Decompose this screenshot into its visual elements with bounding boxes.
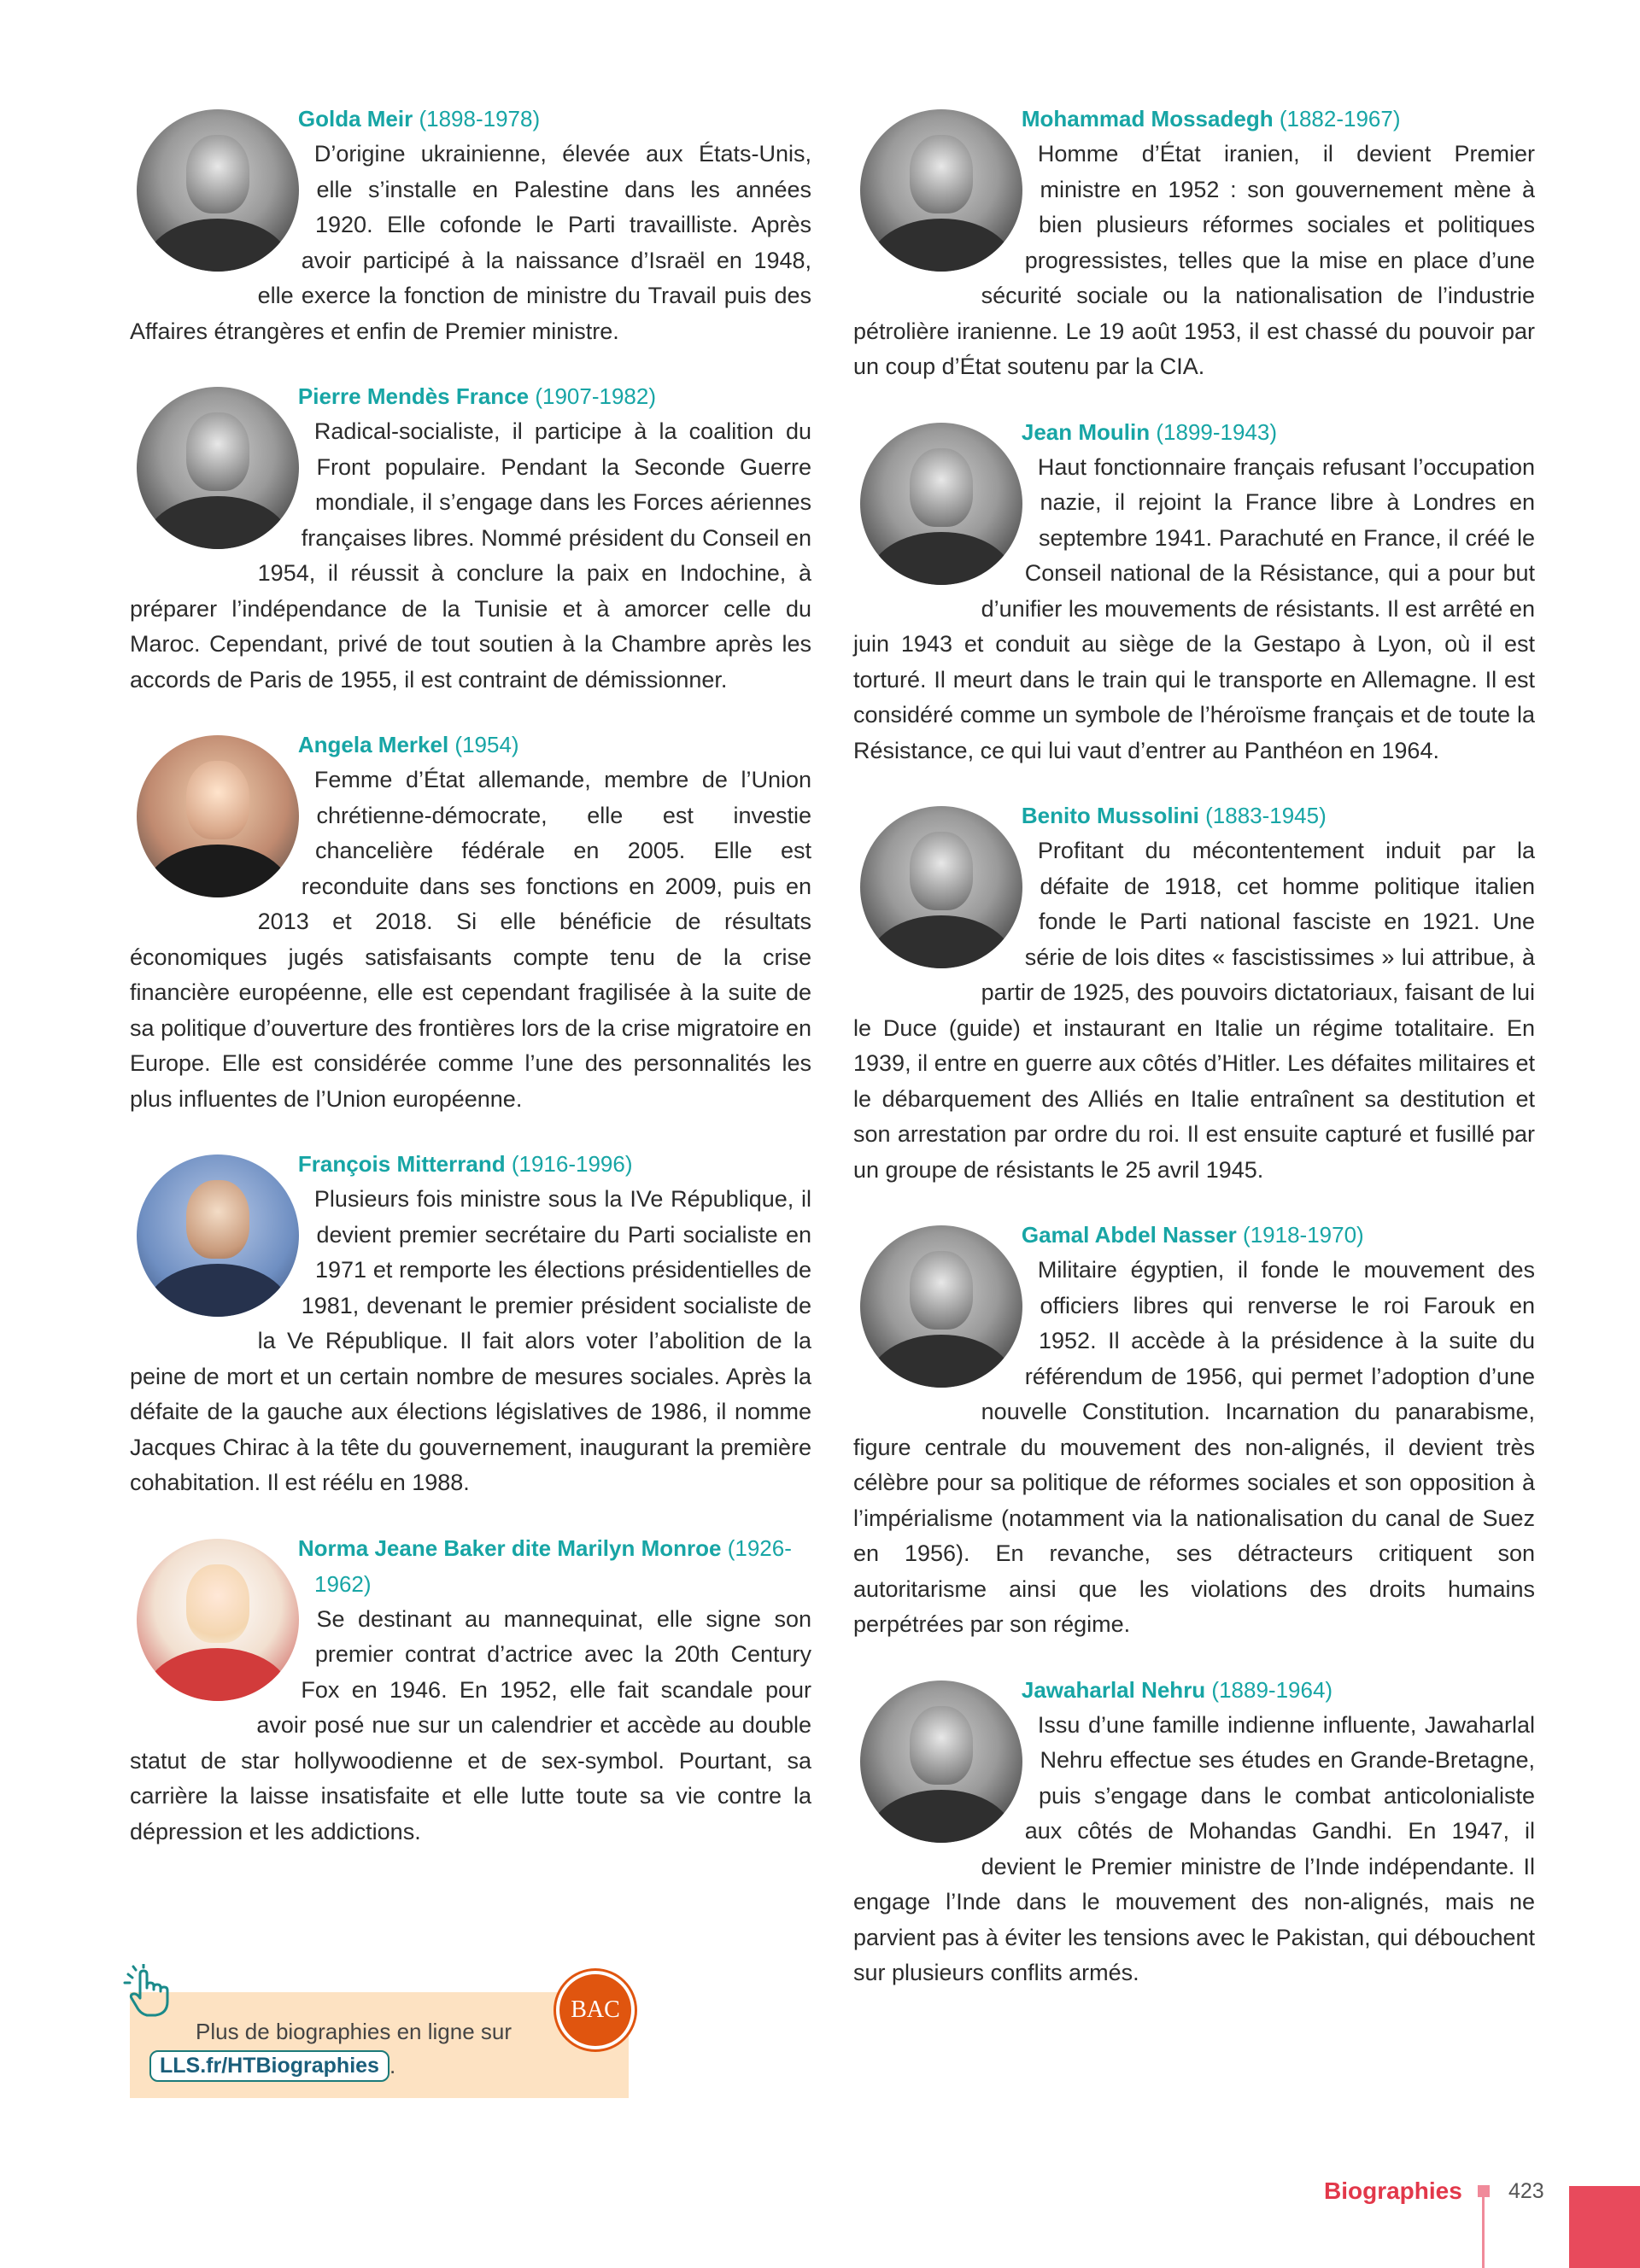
bio-dates: (1954) xyxy=(454,732,519,757)
right-column xyxy=(853,101,1535,2020)
portrait-golda-meir xyxy=(137,109,299,272)
bio-name: Gamal Abdel Nasser xyxy=(1021,1222,1237,1248)
portrait-gamal-abdel-nasser xyxy=(860,1225,1022,1388)
bio-text: Plusieurs fois ministre sous la IVe République, il devient premier secrétaire du Parti socialiste en 1971 et remporte les élections présidentielles de 1981, devenant le premier président socialiste de la Ve République. Il fait alors voter l’abolition de la peine de mort et un certain nombre de mesures sociales. Après la défaite de la gauche aux élections législatives de 1986, il nomme Jacques Chirac à la tête du gouvernement, inaugurant la première cohabitation. Il est réélu en 1988. xyxy=(130,1186,811,1495)
bio-name: Angela Merkel xyxy=(297,732,449,757)
portrait-benito-mussolini xyxy=(860,806,1022,968)
bio-marilyn-monroe xyxy=(130,1530,811,1850)
bio-text: Haut fonctionnaire français refusant l’occupation nazie, il rejoint la France libre à Londres en septembre 1941. Parachuté en France, il créé le Conseil national de la Résistance, qui a pour but d’unifier les mouvements de résistants. Il est arrêté en juin 1943 et conduit au siège de la Gestapo à Lyon, où il est torturé. Il meurt dans le train qui le transporte en Allemagne. Il est considéré comme un symbole de l’héroïsme français et de toute la Résistance, ce qui lui vaut d’entrer au Panthéon en 1964. xyxy=(853,453,1535,763)
bio-text: Profitant du mécontentement induit par la défaite de 1918, cet homme politique italien fonde le Parti national fasciste en 1921. Une série de lois dites « fascistissimes » lui attribue, à partir de 1925, des pouvoirs dictatoriaux, faisant de lui le Duce (guide) et instaurant en Italie un régime totalitaire. En 1939, il entre en guerre aux côtés d’Hitler. Les défaites militaires et le débarquement des Alliés en Italie entraînent sa destitution et son arrestation par ordre du roi. Il est ensuite capturé et fusillé par un groupe de résistants le 25 avril 1945. xyxy=(853,838,1535,1183)
left-column xyxy=(130,101,811,1879)
bio-dates: (1889-1964) xyxy=(1211,1676,1333,1703)
portrait-angela-merkel xyxy=(137,735,299,897)
bio-dates: (1918-1970) xyxy=(1243,1222,1364,1248)
bio-text: Issu d’une famille indienne influente, Jawaharlal Nehru effectue ses études en Grande-Bretagne, puis s’engage dans le combat anticolonialiste aux côtés de Mohandas Gandhi. En 1947, il devient le Premier ministre de l’Inde indépendante. Il engage l’Inde dans le mouvement des non-alignés, mais ne parvient pas à éviter les tensions avec le Pakistan, qui débouchent sur plusieurs conflits armés. xyxy=(853,1711,1535,1985)
footer-color-block xyxy=(1569,2186,1640,2268)
bio-text: Homme d’État iranien, il devient Premier ministre en 1952 : son gouvernement mène à bien plusieurs réformes sociales et politiques progressistes, telles que la mise en place d’une sécurité sociale ou la nationalisation de l’industrie pétrolière iranienne. Le 19 août 1953, il est chassé du pouvoir par un coup d’État soutenu par la CIA. xyxy=(853,141,1535,379)
bio-dates: (1907-1982) xyxy=(535,383,656,409)
portrait-jawaharlal-nehru xyxy=(860,1681,1022,1843)
bio-pierre-mendes-france xyxy=(130,378,811,698)
portrait-francois-mitterrand xyxy=(137,1154,299,1317)
bio-text: D’origine ukrainienne, élevée aux États-Unis, elle s’installe en Palestine dans les années 1920. Elle cofonde le Parti travailliste. Après avoir participé à la naissance d’Israël en 1948, elle exerce la fonction de ministre du Travail puis des Affaires étrangères et enfin de Premier ministre. xyxy=(130,141,811,344)
bio-text: Femme d’État allemande, membre de l’Union chrétienne-démocrate, elle est investie chancelière fédérale en 2005. Elle est reconduite dans ses fonctions en 2009, puis en 2013 et 2018. Si elle bénéficie de résultats économiques jugés satisfaisants compte tenu de la crise financière européenne, elle est cependant fragilisée à la suite de sa politique d’ouverture des frontières lors de la crise migratoire en Europe. Elle est considérée comme l’une des personnalités les plus influentes de l’Union européenne. xyxy=(130,767,811,1112)
bio-name: Golda Meir xyxy=(297,106,413,132)
bio-text: Se destinant au mannequinat, elle signe son premier contrat d’actrice avec la 20th Century Fox en 1946. En 1952, elle fait scandale pour avoir posé nue sur un calendrier et accède au double statut de star hollywoodienne et de sex-symbol. Pourtant, sa carrière la laisse insatisfaite et elle lutte toute sa vie contre la dépression et les addictions. xyxy=(130,1605,811,1844)
bio-name: Jean Moulin xyxy=(1021,418,1151,445)
bio-dates: (1883-1945) xyxy=(1205,803,1327,828)
bio-name: Mohammad Mossadegh xyxy=(1021,106,1274,132)
bio-mohammad-mossadegh xyxy=(853,101,1535,385)
bio-dates: (1926-1962) xyxy=(314,1534,792,1597)
bio-golda-meir xyxy=(130,101,811,349)
biographies-link[interactable]: LLS.fr/HTBiographies xyxy=(149,2050,390,2082)
page-number: 423 xyxy=(1508,2179,1544,2203)
bio-dates: (1916-1996) xyxy=(511,1151,633,1177)
bio-jean-moulin xyxy=(853,414,1535,769)
section-title: Biographies xyxy=(1324,2177,1462,2204)
bio-dates: (1882-1967) xyxy=(1279,106,1401,132)
portrait-mohammad-mossadegh xyxy=(860,109,1022,272)
bio-jawaharlal-nehru xyxy=(853,1672,1535,1991)
portrait-pierre-mendes-france xyxy=(137,387,299,549)
bac-badge: BAC xyxy=(556,1971,635,2049)
bio-name: Norma Jeane Baker dite Marilyn Monroe xyxy=(297,1534,722,1561)
portrait-marilyn-monroe xyxy=(137,1539,299,1701)
bio-dates: (1899-1943) xyxy=(1156,418,1278,445)
bac-period: . xyxy=(390,2053,396,2078)
bio-francois-mitterrand xyxy=(130,1146,811,1501)
bio-dates: (1898-1978) xyxy=(419,106,541,132)
bio-name: François Mitterrand xyxy=(297,1151,506,1177)
portrait-jean-moulin xyxy=(860,423,1022,585)
bio-name: Benito Mussolini xyxy=(1021,803,1199,828)
bio-gamal-abdel-nasser xyxy=(853,1217,1535,1643)
bio-angela-merkel xyxy=(130,727,811,1117)
bio-name: Jawaharlal Nehru xyxy=(1021,1676,1206,1703)
footer-line xyxy=(1482,2197,1485,2268)
bac-text: Plus de biographies en ligne sur xyxy=(196,2019,512,2044)
bio-name: Pierre Mendès France xyxy=(297,383,530,409)
bio-text: Militaire égyptien, il fonde le mouvement des officiers libres qui renverse le roi Farouk en 1952. Il accède à la présidence à la suite du référendum de 1956, qui permet l’adoption d’une nouvelle Constitution. Incarnation du panarabisme, figure centrale du mouvement des non-alignés, il devient très célèbre pour sa politique de réformes sociales et son opposition à l’impérialisme (notamment via la nationalisation du canal de Suez en 1956). En revanche, ses détracteurs critiquent son autoritarisme ainsi que les violations des droits humains perpétrées par son régime. xyxy=(853,1257,1535,1637)
bio-text: Radical-socialiste, il participe à la coalition du Front populaire. Pendant la Seconde Guerre mondiale, il s’engage dans les Forces aériennes françaises libres. Nommé président du Conseil en 1954, il réussit à conclure la paix en Indochine, à préparer l’indépendance de la Tunisie et à amorcer celle du Maroc. Cependant, privé de tout soutien à la Chambre après les accords de Paris de 1955, il est contraint de démissionner. xyxy=(130,418,811,693)
bac-callout xyxy=(130,1992,629,2098)
footer-square xyxy=(1478,2185,1490,2197)
bio-benito-mussolini xyxy=(853,798,1535,1188)
pointing-hand-icon xyxy=(121,1964,181,2024)
